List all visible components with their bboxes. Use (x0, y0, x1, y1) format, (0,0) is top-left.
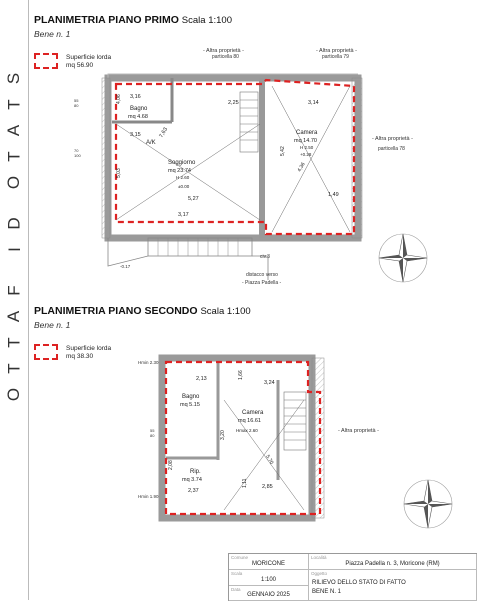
f1-access-square: - Piazza Padella - (242, 280, 282, 286)
sidebar-letter: A (4, 310, 24, 323)
sidebar-letter: A (4, 124, 24, 137)
f2-room-camera: Camera (242, 410, 264, 416)
f2-dim-3-24: 3,24 (264, 380, 275, 386)
tb-data-label: Data (231, 587, 241, 592)
f1-access-note: distacco verso (246, 272, 278, 278)
floor2-plan (28, 340, 476, 550)
sidebar-letter (11, 201, 17, 206)
f2-dim-2-13: 2,13 (196, 376, 207, 382)
f1-neighbor-right-sub: particella 78 (378, 146, 405, 152)
floor1-subtitle: Bene n. 1 (34, 29, 71, 39)
f1-dim-2-25: 2,25 (228, 100, 239, 106)
f2-dim-5-70: 5,70 (264, 454, 275, 466)
tb-oggetto-value: RILIEVO DELLO STATO DI FATTO (312, 580, 406, 586)
f2-dim-2-37: 2,37 (188, 488, 199, 494)
f2-room-camera-area: mq 16.61 (238, 418, 261, 424)
tb-oggetto (309, 570, 477, 601)
f1-level-camera: +0.28 (300, 152, 312, 157)
f2-right-wall-hatch (312, 358, 324, 518)
f1-mark-55: 55 (74, 98, 79, 103)
f2-north-compass-icon (404, 480, 452, 528)
f2-dim-1-11: 1,11 (242, 478, 248, 488)
f1-neighbor-top-left: - Altra proprietà - (203, 48, 244, 54)
f1-dim-4-06: 5,03 (116, 168, 122, 178)
f1-civic-number: civ.3 (260, 254, 270, 260)
f1-left-wall-hatch (102, 78, 110, 238)
f2-dim-2-08: 2,08 (168, 460, 174, 470)
f1-room-bagno: Bagno (130, 106, 148, 112)
f2-hmin-top: Hmin 2.30 (138, 360, 159, 365)
f1-internal-stair (240, 92, 258, 152)
f2-dim-3-20: 3,20 (220, 430, 226, 440)
f1-room-soggiorno-h: H 2.60 (176, 175, 190, 180)
f1-room-soggiorno-area: mq 23.74 (168, 168, 191, 174)
sidebar-vertical-text (3, 70, 25, 403)
floor1-scale: Scala 1:100 (181, 15, 232, 26)
f2-outer-walls (162, 358, 312, 518)
f2-internal-stair (284, 392, 306, 450)
floor2-legend-title: Superficie lorda (66, 345, 112, 352)
tb-scala-value: 1:100 (260, 577, 276, 583)
f1-neighbor-top-left-sub: particella 80 (212, 54, 239, 60)
f2-room-ripostiglio: Rip. (190, 469, 201, 475)
sidebar-letter: I (4, 247, 24, 252)
f1-dim-3-14: 3,14 (308, 100, 319, 106)
title-block (228, 553, 477, 601)
f1-room-camera-h: H 2.50 (300, 145, 314, 150)
f1-dim-5-42: 4,36 (296, 161, 307, 173)
f1-mark-70: 70 (74, 148, 79, 153)
floor1-title-text: PLANIMETRIA PIANO PRIMO (34, 14, 179, 26)
tb-bene-value: BENE N. 1 (312, 589, 342, 595)
floor1-legend-title: Superficie lorda (66, 54, 112, 61)
f1-neighbor-top-right-sub: particella 79 (322, 54, 349, 60)
f2-hmin-bottom: Hmin 1.90 (138, 494, 159, 499)
f1-dim-3-15: 3,15 (130, 132, 141, 138)
f1-dim-1-49: 4,06 (116, 94, 122, 104)
sidebar-letter: D (4, 217, 24, 230)
tb-comune (229, 554, 309, 570)
tb-comune-label: Comune (231, 555, 249, 560)
f1-room-ak: A/K (146, 140, 156, 146)
f1-step-level: -0.17 (120, 264, 131, 269)
f1-dim-3-17: 1,49 (328, 192, 339, 198)
f1-mark-80: 80 (74, 103, 79, 108)
sidebar-letter (11, 268, 17, 273)
f2-mark-80: 80 (150, 433, 155, 438)
f1-dim-5-03: 5,42 (280, 146, 286, 156)
f1-room-bagno-area: mq 4.68 (128, 114, 148, 120)
f1-north-compass-icon (379, 234, 427, 282)
tb-localita-value: Piazza Padella n. 3, Moricone (RM) (345, 561, 440, 567)
tb-data (229, 586, 309, 601)
f2-dim-1-66: 1,66 (238, 370, 244, 380)
f2-dim-2-85: 2,85 (262, 484, 273, 490)
f2-room-bagno-area: mq 5.15 (180, 402, 200, 408)
f1-external-stair (108, 238, 268, 280)
sidebar-letter: T (4, 151, 24, 162)
sidebar-letter: F (4, 285, 24, 296)
tb-localita-label: Località (311, 555, 327, 560)
sidebar-letter: O (4, 175, 24, 190)
f1-dim-5-27: 3,17 (178, 212, 189, 218)
f2-room-camera-h: Hmax 2.60 (236, 428, 258, 433)
sidebar-letter: T (4, 99, 24, 110)
f2-room-rip-area: mq 3.74 (182, 477, 202, 483)
floor2-title (34, 305, 251, 317)
f2-room-bagno: Bagno (182, 394, 200, 400)
f1-neighbor-top-right: - Altra proprietà - (316, 48, 357, 54)
sidebar-letter: T (4, 363, 24, 374)
sidebar-letter: T (4, 337, 24, 348)
tb-comune-value: MORICONE (252, 561, 285, 567)
f2-neighbor-right: - Altra proprietà - (338, 428, 379, 434)
f1-neighbor-right: - Altra proprietà - (372, 136, 413, 142)
floor1-title (34, 14, 232, 26)
tb-oggetto-label: Oggetto (311, 571, 328, 576)
floor2-legend-value: mq 38.30 (66, 353, 94, 360)
f1-dim-6-49: 5,27 (188, 196, 199, 202)
sidebar (0, 0, 29, 600)
tb-scala-label: Scala (231, 571, 243, 576)
f1-dim-3-16: 3,16 (130, 94, 141, 100)
f1-mark-100: 100 (74, 153, 81, 158)
f2-mark-55: 55 (150, 428, 155, 433)
floor2-title-text: PLANIMETRIA PIANO SECONDO (34, 305, 198, 317)
sidebar-letter: O (4, 387, 24, 402)
f1-room-camera: Camera (296, 130, 318, 136)
floor2-subtitle: Bene n. 1 (34, 320, 71, 330)
tb-localita (309, 554, 477, 570)
f1-level-soggiorno: ±0.00 (178, 184, 190, 189)
f1-room-camera-area: mq 14.70 (294, 138, 317, 144)
f1-room-soggiorno: Soggiorno (168, 160, 196, 166)
sidebar-letter: S (4, 72, 24, 85)
tb-scala (229, 570, 309, 586)
tb-data-value: GENNAIO 2025 (247, 592, 290, 598)
floor1-legend-value: mq 56.90 (66, 62, 94, 69)
f1-dim-7-63: 7,63 (158, 126, 170, 139)
floor2-scale: Scala 1:100 (200, 306, 251, 317)
